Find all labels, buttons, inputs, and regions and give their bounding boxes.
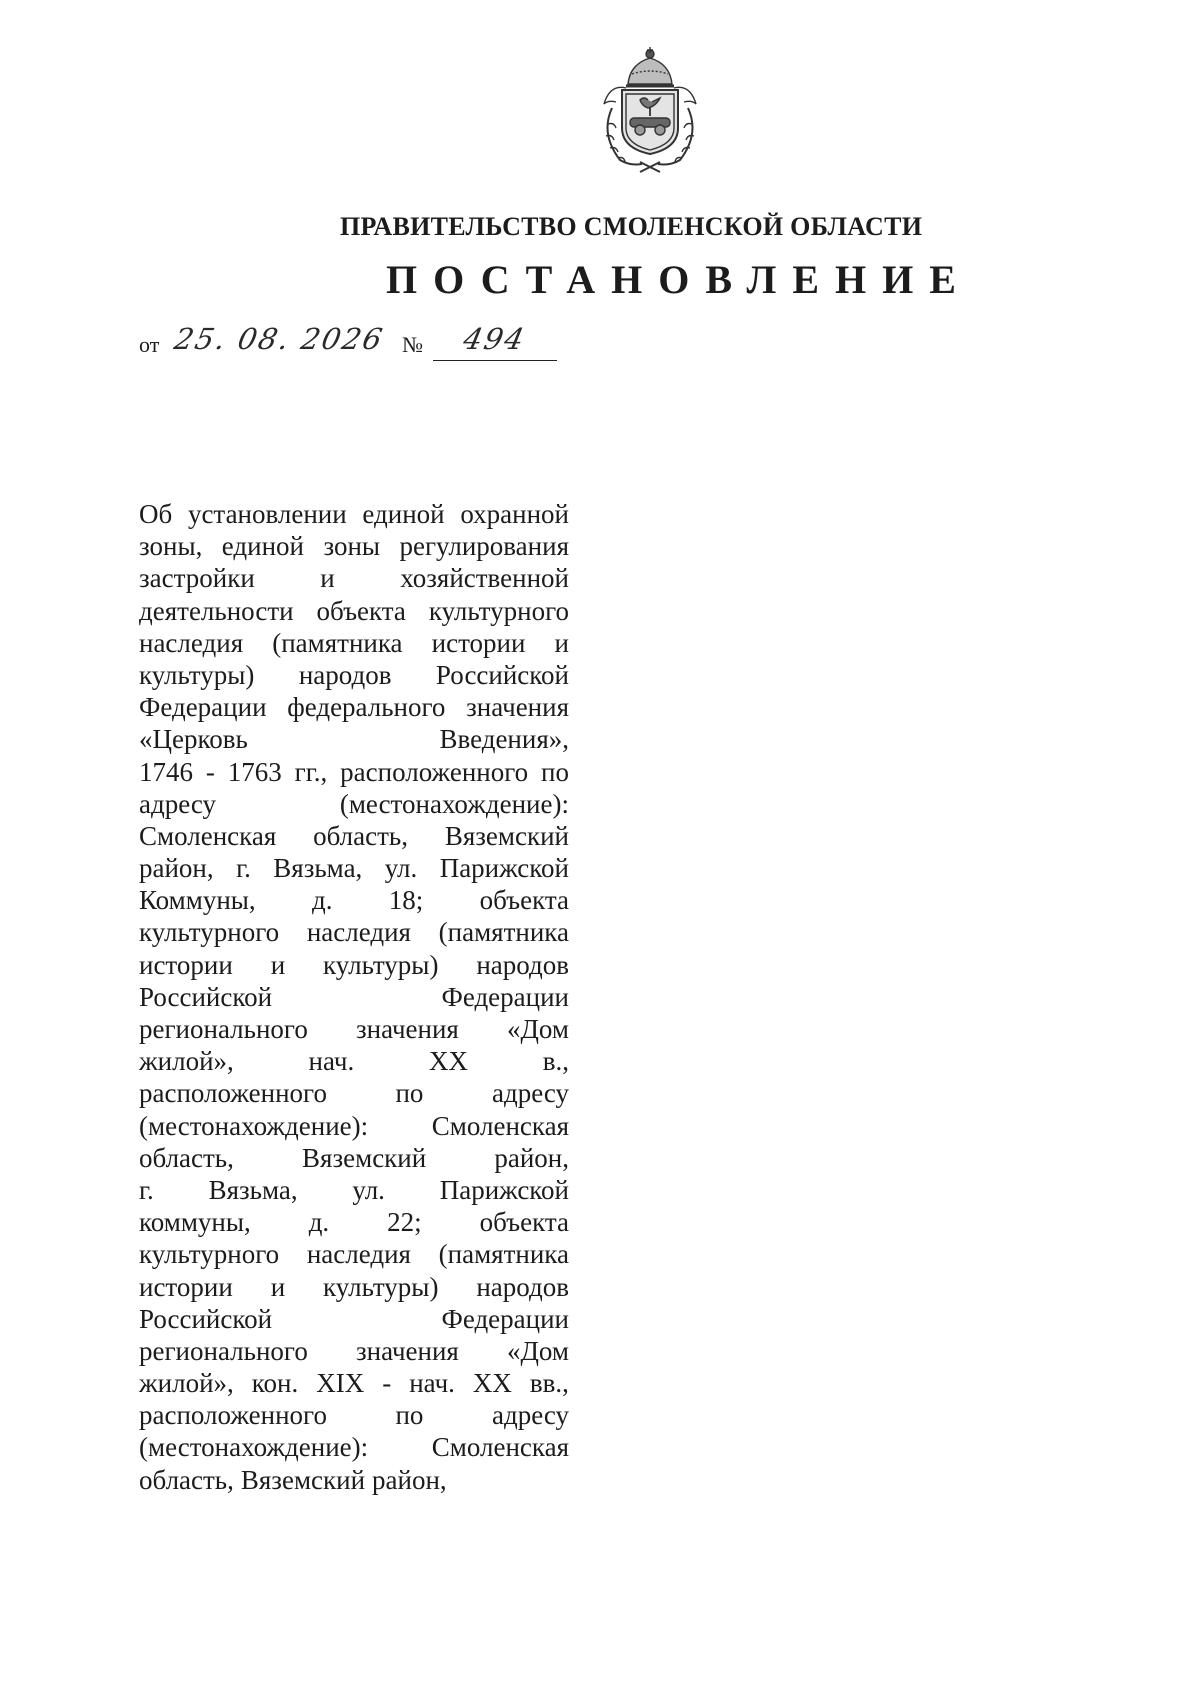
subject-word: ул. bbox=[352, 1174, 385, 1205]
subject-word: район, bbox=[139, 853, 214, 884]
subject-word: Вяземский bbox=[444, 820, 569, 851]
subject-word: значения bbox=[355, 1014, 459, 1044]
subject-line bbox=[139, 1013, 569, 1045]
subject-word: г. bbox=[139, 1174, 154, 1205]
subject-word: область, bbox=[313, 820, 408, 851]
handwritten-number: 494 bbox=[460, 322, 529, 356]
subject-word: культуры) bbox=[323, 949, 439, 980]
subject-word: наследия bbox=[139, 627, 244, 658]
subject-word: 22; bbox=[387, 1207, 422, 1238]
subject-word: Вяземский bbox=[240, 1464, 366, 1495]
subject-line bbox=[139, 1431, 569, 1463]
subject-word: культурного bbox=[428, 595, 569, 626]
subject-line bbox=[139, 1271, 569, 1303]
subject-word: XX bbox=[472, 1368, 512, 1399]
subject-word: область, bbox=[139, 1464, 234, 1495]
subject-line bbox=[139, 788, 569, 820]
subject-word: XIX bbox=[316, 1368, 365, 1399]
subject-line bbox=[139, 1399, 569, 1431]
subject-line bbox=[139, 1077, 569, 1109]
subject-word: «Дом bbox=[506, 1335, 569, 1366]
subject-word: - bbox=[382, 1368, 392, 1399]
subject-word: Российской bbox=[139, 1303, 273, 1334]
subject-line bbox=[139, 981, 569, 1013]
subject-word: 1763 bbox=[227, 756, 282, 787]
document-type-title: ПОСТАНОВЛЕНИЕ bbox=[386, 257, 972, 302]
subject-word: жилой», bbox=[139, 1368, 234, 1399]
subject-word: культуры) bbox=[323, 1271, 439, 1302]
smolensk-coat-of-arms-icon bbox=[590, 44, 710, 174]
subject-word: (местонахождение): bbox=[139, 1432, 369, 1463]
subject-word: Парижской bbox=[439, 1174, 569, 1205]
subject-word: хозяйственной bbox=[400, 563, 569, 594]
subject-line bbox=[139, 595, 569, 627]
subject-word: народов bbox=[298, 659, 392, 690]
subject-line bbox=[139, 627, 569, 659]
subject-word: адресу bbox=[491, 1078, 569, 1109]
subject-word: единой bbox=[221, 531, 305, 562]
subject-line bbox=[139, 916, 569, 948]
subject-word: по bbox=[395, 1078, 424, 1109]
subject-word: Федерации bbox=[441, 1303, 569, 1334]
subject-word: наследия bbox=[306, 1239, 411, 1270]
subject-word: застройки bbox=[139, 563, 255, 594]
subject-word: значения bbox=[355, 1335, 459, 1366]
subject-word: нач. bbox=[409, 1368, 455, 1399]
subject-word: (памятника bbox=[272, 627, 403, 658]
subject-line bbox=[139, 1303, 569, 1335]
subject-line bbox=[139, 949, 569, 981]
subject-word: истории bbox=[139, 949, 233, 980]
subject-word: кон. bbox=[251, 1368, 299, 1399]
subject-word: культурного bbox=[139, 917, 280, 948]
subject-word: значения bbox=[466, 692, 569, 723]
subject-word: расположенного bbox=[139, 1400, 327, 1431]
subject-word: - bbox=[205, 756, 215, 787]
subject-word: Федерации bbox=[441, 981, 569, 1012]
subject-word: 18; bbox=[388, 885, 424, 916]
subject-word: адресу bbox=[139, 788, 217, 819]
government-title: ПРАВИТЕЛЬСТВО СМОЛЕНСКОЙ ОБЛАСТИ bbox=[340, 212, 923, 241]
subject-word: (памятника bbox=[438, 917, 569, 948]
subject-word: объекта bbox=[316, 595, 406, 626]
subject-word: и bbox=[270, 949, 286, 980]
subject-line bbox=[139, 884, 569, 916]
subject-word: Федерации bbox=[139, 692, 267, 723]
subject-line bbox=[139, 1110, 569, 1142]
subject-word: Российской bbox=[139, 981, 273, 1012]
subject-word: регулирования bbox=[399, 531, 569, 562]
subject-line bbox=[139, 1206, 569, 1238]
subject-word: в., bbox=[542, 1046, 569, 1077]
subject-word: Российской bbox=[435, 659, 569, 690]
date-number-line bbox=[139, 322, 599, 370]
subject-line bbox=[139, 1367, 569, 1399]
subject-line bbox=[139, 498, 569, 530]
subject-line bbox=[139, 659, 569, 691]
number-underline bbox=[433, 360, 557, 361]
subject-line bbox=[139, 691, 569, 723]
subject-word: коммуны, bbox=[139, 1207, 251, 1238]
subject-word: XX bbox=[428, 1046, 468, 1077]
subject-word: Смоленская bbox=[431, 1110, 569, 1141]
subject-word: и bbox=[554, 627, 569, 658]
subject-word: (местонахождение): bbox=[139, 1110, 369, 1141]
subject-word: расположенного bbox=[139, 1078, 327, 1109]
subject-line bbox=[139, 756, 569, 788]
subject-word: и bbox=[270, 1271, 286, 1302]
subject-word: истории bbox=[431, 627, 526, 658]
subject-word: «Церковь bbox=[139, 724, 248, 755]
subject-word: зоны bbox=[323, 531, 381, 562]
subject-word: д. bbox=[308, 1207, 330, 1238]
subject-word: по bbox=[541, 756, 569, 787]
subject-word: объекта bbox=[479, 885, 569, 916]
subject-word: адресу bbox=[491, 1400, 569, 1431]
subject-line bbox=[139, 1464, 569, 1496]
subject-word: охранной bbox=[460, 499, 569, 529]
subject-word: Об bbox=[139, 499, 173, 529]
subject-line bbox=[139, 820, 569, 852]
subject-word: д. bbox=[311, 885, 333, 916]
subject-line bbox=[139, 1335, 569, 1367]
subject-word: Парижской bbox=[439, 853, 569, 884]
subject-word: народов bbox=[476, 1271, 569, 1302]
subject-word: и bbox=[320, 563, 335, 594]
subject-word: ул. bbox=[384, 853, 418, 884]
subject-word: область, bbox=[139, 1142, 234, 1173]
subject-word: федерального bbox=[287, 692, 446, 723]
subject-word: жилой», bbox=[139, 1046, 234, 1077]
subject-word: расположенного bbox=[340, 756, 529, 787]
resolution-subject bbox=[139, 498, 569, 1496]
subject-word: объекта bbox=[479, 1207, 569, 1238]
subject-word: г. bbox=[236, 853, 251, 884]
subject-line bbox=[139, 852, 569, 884]
subject-word: наследия bbox=[306, 917, 411, 948]
subject-line bbox=[139, 723, 569, 755]
subject-word: народов bbox=[476, 949, 569, 980]
subject-line bbox=[139, 1142, 569, 1174]
subject-word: Введения», bbox=[439, 724, 569, 755]
subject-word: вв., bbox=[529, 1368, 569, 1399]
subject-word: (местонахождение): bbox=[339, 788, 569, 819]
subject-word: деятельности bbox=[139, 595, 294, 626]
subject-word: культурного bbox=[139, 1239, 280, 1270]
subject-word: Коммуны, bbox=[139, 885, 256, 916]
subject-word: единой bbox=[362, 499, 445, 529]
subject-word: 1746 bbox=[139, 756, 193, 787]
subject-word: Вяземский bbox=[302, 1142, 427, 1173]
date-prefix: от bbox=[139, 332, 160, 357]
subject-word: зоны, bbox=[139, 531, 203, 562]
subject-word: район, bbox=[372, 1464, 447, 1495]
handwritten-date: 25. 08. 2026 bbox=[171, 322, 388, 356]
subject-line bbox=[139, 562, 569, 594]
subject-word: культуры) bbox=[139, 659, 255, 690]
subject-word: (памятника bbox=[438, 1239, 569, 1270]
subject-word: истории bbox=[139, 1271, 233, 1302]
subject-line bbox=[139, 530, 569, 562]
subject-word: регионального bbox=[139, 1014, 308, 1044]
subject-line bbox=[139, 1238, 569, 1270]
subject-word: регионального bbox=[139, 1335, 308, 1366]
number-sign: № bbox=[402, 332, 423, 357]
subject-word: Вязьма, bbox=[273, 853, 363, 884]
subject-word: «Дом bbox=[506, 1014, 569, 1044]
subject-word: установлении bbox=[187, 499, 347, 529]
subject-line bbox=[139, 1045, 569, 1077]
subject-word: Смоленская bbox=[139, 820, 277, 851]
subject-word: Вязьма, bbox=[208, 1174, 298, 1205]
subject-word: район, bbox=[494, 1142, 569, 1173]
subject-word: Смоленская bbox=[431, 1432, 569, 1463]
subject-word: нач. bbox=[308, 1046, 355, 1077]
subject-line bbox=[139, 1174, 569, 1206]
subject-word: по bbox=[395, 1400, 424, 1431]
subject-word: гг., bbox=[294, 756, 328, 787]
